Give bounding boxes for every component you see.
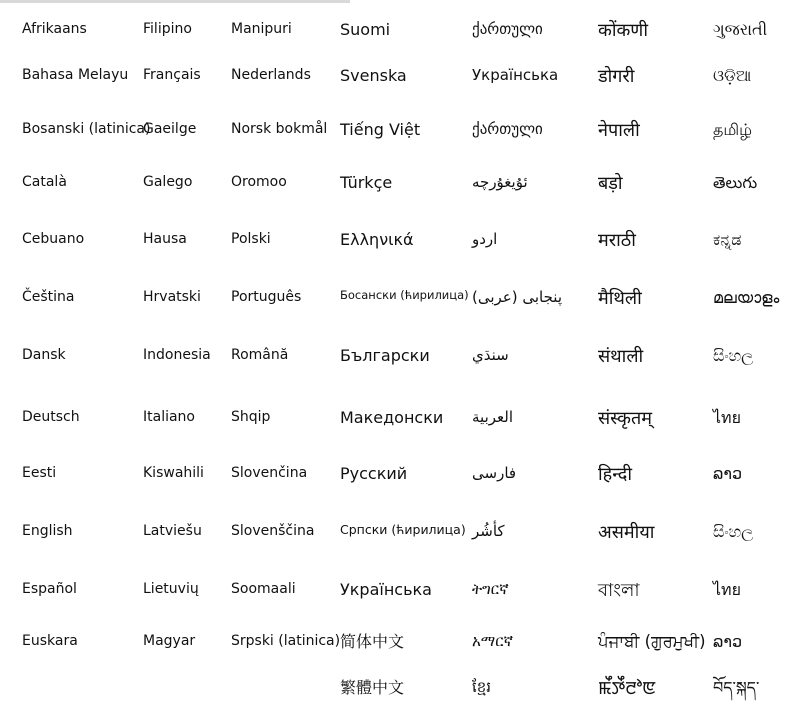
- language-option[interactable]: ქართული: [472, 20, 543, 38]
- language-option[interactable]: बड़ो: [598, 173, 623, 194]
- language-option[interactable]: ئۇيغۇرچە: [472, 173, 528, 191]
- language-option[interactable]: Dansk: [22, 347, 66, 363]
- language-option[interactable]: བོད་སྐད་: [713, 678, 760, 697]
- language-option[interactable]: Euskara: [22, 633, 78, 649]
- language-option[interactable]: Lietuvių: [143, 581, 199, 597]
- language-option[interactable]: 简体中文: [340, 632, 405, 651]
- language-option[interactable]: Македонски: [340, 408, 444, 427]
- language-option[interactable]: मराठी: [598, 230, 636, 251]
- language-option[interactable]: Deutsch: [22, 409, 80, 425]
- top-divider: [0, 0, 350, 3]
- language-option[interactable]: Hausa: [143, 231, 187, 247]
- language-option[interactable]: සිංහල: [713, 522, 754, 541]
- language-option[interactable]: ქართული: [472, 120, 543, 138]
- language-option[interactable]: Slovenčina: [231, 465, 308, 481]
- language-option[interactable]: Magyar: [143, 633, 196, 649]
- language-option[interactable]: Português: [231, 289, 302, 305]
- language-option[interactable]: Bahasa Melayu: [22, 67, 129, 83]
- language-option[interactable]: پنجابی (عربی): [472, 288, 563, 306]
- language-option[interactable]: Slovenščina: [231, 523, 315, 539]
- language-option[interactable]: Українська: [340, 580, 432, 599]
- language-option[interactable]: Українська: [472, 66, 559, 84]
- language-option[interactable]: Nederlands: [231, 67, 311, 83]
- language-option[interactable]: ខ្មែរ: [472, 678, 492, 696]
- language-option[interactable]: ไทย: [713, 408, 741, 427]
- language-option[interactable]: Română: [231, 347, 289, 363]
- language-option[interactable]: Kiswahili: [143, 465, 204, 481]
- language-option[interactable]: ಕನ್ನಡ: [713, 230, 742, 249]
- language-option[interactable]: کأشُر: [472, 522, 505, 540]
- language-option[interactable]: മലയാളം: [713, 288, 780, 307]
- language-option[interactable]: বাংলা: [598, 580, 640, 601]
- language-option[interactable]: Русский: [340, 464, 408, 483]
- language-option[interactable]: Indonesia: [143, 347, 211, 363]
- language-option[interactable]: असमीया: [598, 522, 655, 543]
- language-option[interactable]: Filipino: [143, 21, 192, 37]
- language-option[interactable]: नेपाली: [598, 120, 640, 141]
- language-option[interactable]: తెలుగు: [713, 173, 758, 192]
- language-option[interactable]: संस्कृतम्: [598, 408, 653, 429]
- language-option[interactable]: English: [22, 523, 73, 539]
- language-option[interactable]: አማርኛ: [472, 632, 514, 650]
- language-option[interactable]: Italiano: [143, 409, 195, 425]
- language-option[interactable]: ଓଡ଼ିଆ: [713, 66, 752, 85]
- language-option[interactable]: العربية: [472, 408, 513, 426]
- language-option[interactable]: Српски (ћирилица): [340, 522, 466, 537]
- language-option[interactable]: ລາວ: [713, 632, 743, 651]
- language-option[interactable]: Soomaali: [231, 581, 296, 597]
- language-option[interactable]: Босански (ћирилица): [340, 288, 469, 302]
- language-option[interactable]: Shqip: [231, 409, 271, 425]
- language-option[interactable]: Hrvatski: [143, 289, 201, 305]
- language-option[interactable]: Bosanski (latinica): [22, 121, 151, 137]
- language-option[interactable]: سنڌي: [472, 346, 509, 364]
- language-option[interactable]: ລາວ: [713, 464, 743, 483]
- language-option[interactable]: मैथिली: [598, 288, 642, 309]
- language-option[interactable]: Cebuano: [22, 231, 85, 247]
- language-option[interactable]: ትግርኛ: [472, 580, 509, 598]
- language-option[interactable]: Čeština: [22, 289, 75, 305]
- language-option[interactable]: 繁體中文: [340, 678, 405, 697]
- language-option[interactable]: Español: [22, 581, 77, 597]
- language-option[interactable]: ਪੰਜਾਬੀ (ਗੁਰਮੁਖੀ): [598, 632, 706, 651]
- language-option[interactable]: සිංහල: [713, 346, 754, 365]
- language-option[interactable]: संथाली: [598, 346, 644, 367]
- language-option[interactable]: ไทย: [713, 580, 741, 599]
- language-option[interactable]: डोगरी: [598, 66, 635, 87]
- language-option[interactable]: Srpski (latinica): [231, 633, 341, 649]
- language-option[interactable]: ગુજરાતી: [713, 20, 768, 39]
- language-option[interactable]: Galego: [143, 174, 193, 190]
- language-option[interactable]: ꯃꯩꯇꯩꯂꯣꯟ: [598, 678, 656, 699]
- language-option[interactable]: Français: [143, 67, 201, 83]
- language-option[interactable]: فارسی: [472, 464, 517, 482]
- language-option[interactable]: தமிழ்: [713, 120, 753, 139]
- language-option[interactable]: कोंकणी: [598, 20, 648, 41]
- language-option[interactable]: Latviešu: [143, 523, 202, 539]
- language-option[interactable]: Svenska: [340, 66, 407, 85]
- language-option[interactable]: اردو: [472, 230, 498, 248]
- language-option[interactable]: हिन्दी: [598, 464, 633, 485]
- language-option[interactable]: Suomi: [340, 20, 391, 39]
- language-option[interactable]: Manipuri: [231, 21, 292, 37]
- language-option[interactable]: Oromoo: [231, 174, 287, 190]
- language-option[interactable]: Afrikaans: [22, 21, 87, 37]
- language-option[interactable]: Tiếng Việt: [340, 120, 421, 139]
- language-option[interactable]: Gaeilge: [143, 121, 197, 137]
- language-option[interactable]: Eesti: [22, 465, 57, 481]
- language-option[interactable]: Polski: [231, 231, 271, 247]
- language-option[interactable]: Norsk bokmål: [231, 121, 328, 137]
- language-option[interactable]: Ελληνικά: [340, 230, 414, 249]
- language-option[interactable]: Català: [22, 174, 67, 190]
- language-option[interactable]: Български: [340, 346, 430, 365]
- language-option[interactable]: Türkçe: [340, 173, 393, 192]
